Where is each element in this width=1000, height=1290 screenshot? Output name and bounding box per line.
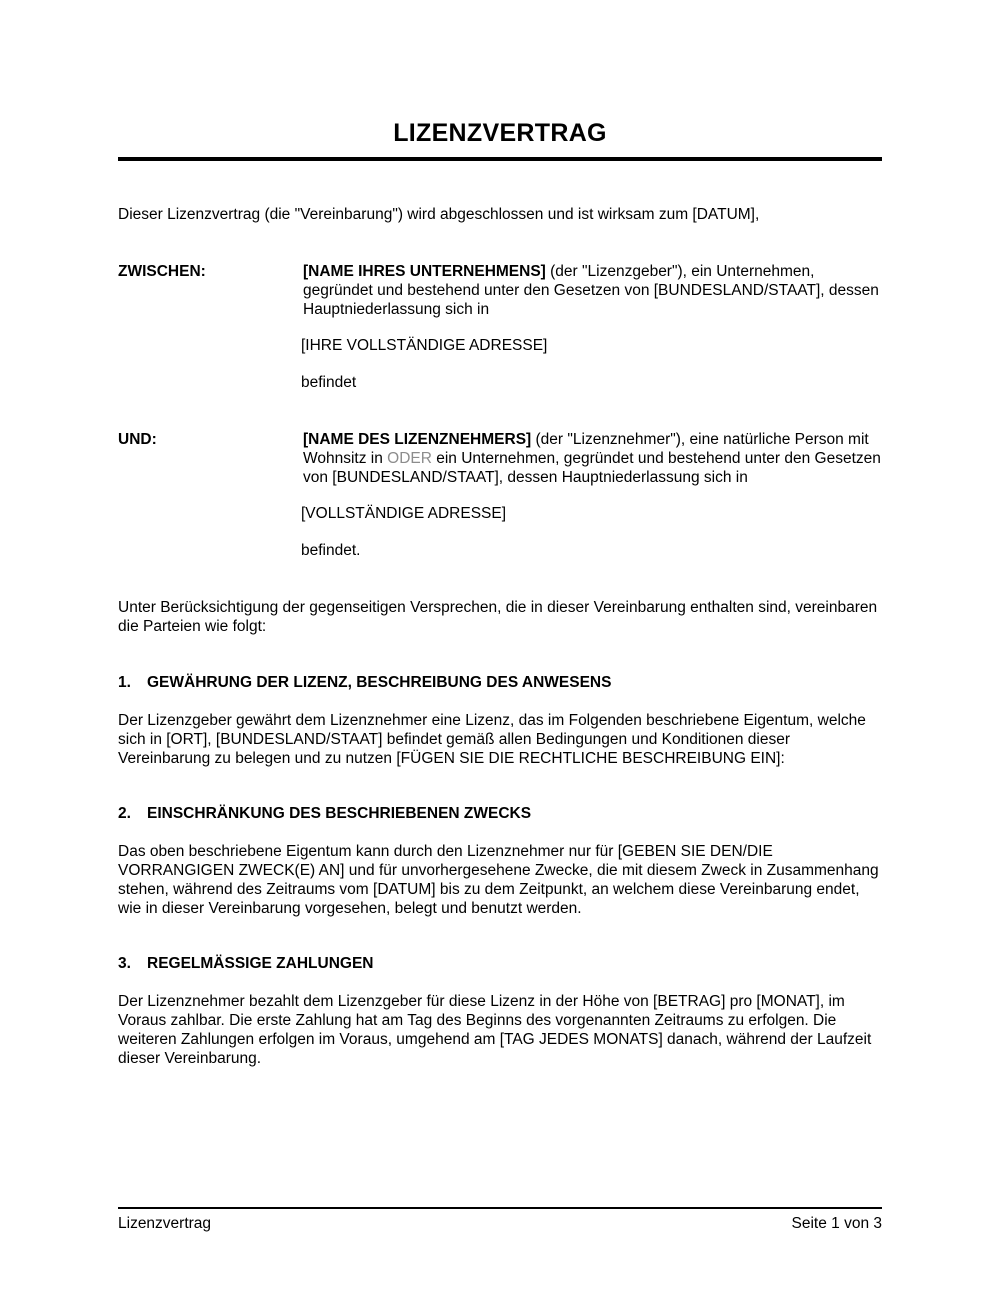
party2-name: [NAME DES LIZENZNEHMERS]: [303, 431, 532, 448]
intro-paragraph: Dieser Lizenzvertrag (die "Vereinbarung") wird abgeschlossen und ist wirksam zum [DATUM],: [118, 206, 760, 223]
section-2-number: 2.: [118, 805, 131, 822]
footer-page-number: Seite 1 von 3: [791, 1215, 882, 1232]
section-2-body: Das oben beschriebene Eigentum kann durch den Lizenznehmer nur für [GEBEN SIE DEN/DIE VORRANGIGEN ZWECK(E) AN] und für unvorhergesehene Zwecke, die mit diesem Zweck in Zusammenhang stehen, während des Zeitraums vom [DATUM] bis zu dem Zeitpunkt, an welchem diese Vereinbarung endet, wie in dieser Vereinbarung vorgesehen, belegt und benutzt werden.: [118, 843, 879, 917]
preamble-paragraph: Unter Berücksichtigung der gegenseitigen Versprechen, die in dieser Vereinbarung enthalten sind, vereinbaren die Parteien wie folgt:: [118, 599, 878, 635]
section-1-number: 1.: [118, 674, 131, 691]
section-3-number: 3.: [118, 955, 131, 972]
party1-name: [NAME IHRES UNTERNEHMENS]: [303, 263, 546, 280]
document-title: LIZENZVERTRAG: [393, 119, 607, 147]
section-1-heading: [118, 673, 611, 692]
party2-oder: ODER: [387, 450, 432, 467]
party2-text-b: ein Unternehmen, gegründet und bestehend unter den Gesetzen von [BUNDESLAND/STAAT], dessen Hauptniederlassung sich in: [303, 450, 881, 486]
section-3-body: Der Lizenznehmer bezahlt dem Lizenzgeber für diese Lizenz in der Höhe von [BETRAG] pro [MONAT], im Voraus zahlbar. Die erste Zahlung hat am Tag des Beginns des vorgenannten Zeitraums zu erfolgen. Die weiteren Zahlungen erfolgen im Voraus, umgehend am [TAG JEDES MONATS] danach, während der Laufzeit dieser Vereinbarung.: [118, 993, 872, 1067]
section-3-heading: [118, 954, 373, 973]
party1-description: [303, 262, 883, 319]
party2-text-a: (der "Lizenznehmer"), eine natürliche Person mit Wohnsitz in: [303, 431, 869, 467]
document-page: [118, 0, 882, 1290]
section-2-title: EINSCHRÄNKUNG DES BESCHRIEBENEN ZWECKS: [147, 805, 532, 822]
party2-suffix: befindet.: [301, 542, 361, 559]
section-1-body: Der Lizenzgeber gewährt dem Lizenznehmer eine Lizenz, das im Folgenden beschriebene Eigentum, welche sich in [ORT], [BUNDESLAND/STAAT] befindet gemäß allen Bedingungen und Konditionen dieser Vereinbarung zu belegen und zu nutzen [FÜGEN SIE DIE RECHTLICHE BESCHREIBUNG EIN]:: [118, 712, 866, 767]
section-2-heading: [118, 804, 531, 823]
section-3-title: REGELMÄSSIGE ZAHLUNGEN: [147, 955, 374, 972]
party2-label: UND:: [118, 431, 157, 448]
party1-address: [IHRE VOLLSTÄNDIGE ADRESSE]: [301, 337, 548, 354]
party1-label: ZWISCHEN:: [118, 263, 206, 280]
party1-text: (der "Lizenzgeber"), ein Unternehmen, gegründet und bestehend unter den Gesetzen von [BUNDESLAND/STAAT], dessen Hauptniederlassung sich in: [303, 263, 879, 318]
footer-divider: [118, 1207, 882, 1209]
party2-address: [VOLLSTÄNDIGE ADRESSE]: [301, 505, 507, 522]
party1-suffix: befindet: [301, 374, 357, 391]
title-divider: [118, 157, 882, 161]
footer-document-name: Lizenzvertrag: [118, 1215, 212, 1232]
section-1-title: GEWÄHRUNG DER LIZENZ, BESCHREIBUNG DES ANWESENS: [147, 674, 612, 691]
party2-description: [303, 430, 883, 487]
